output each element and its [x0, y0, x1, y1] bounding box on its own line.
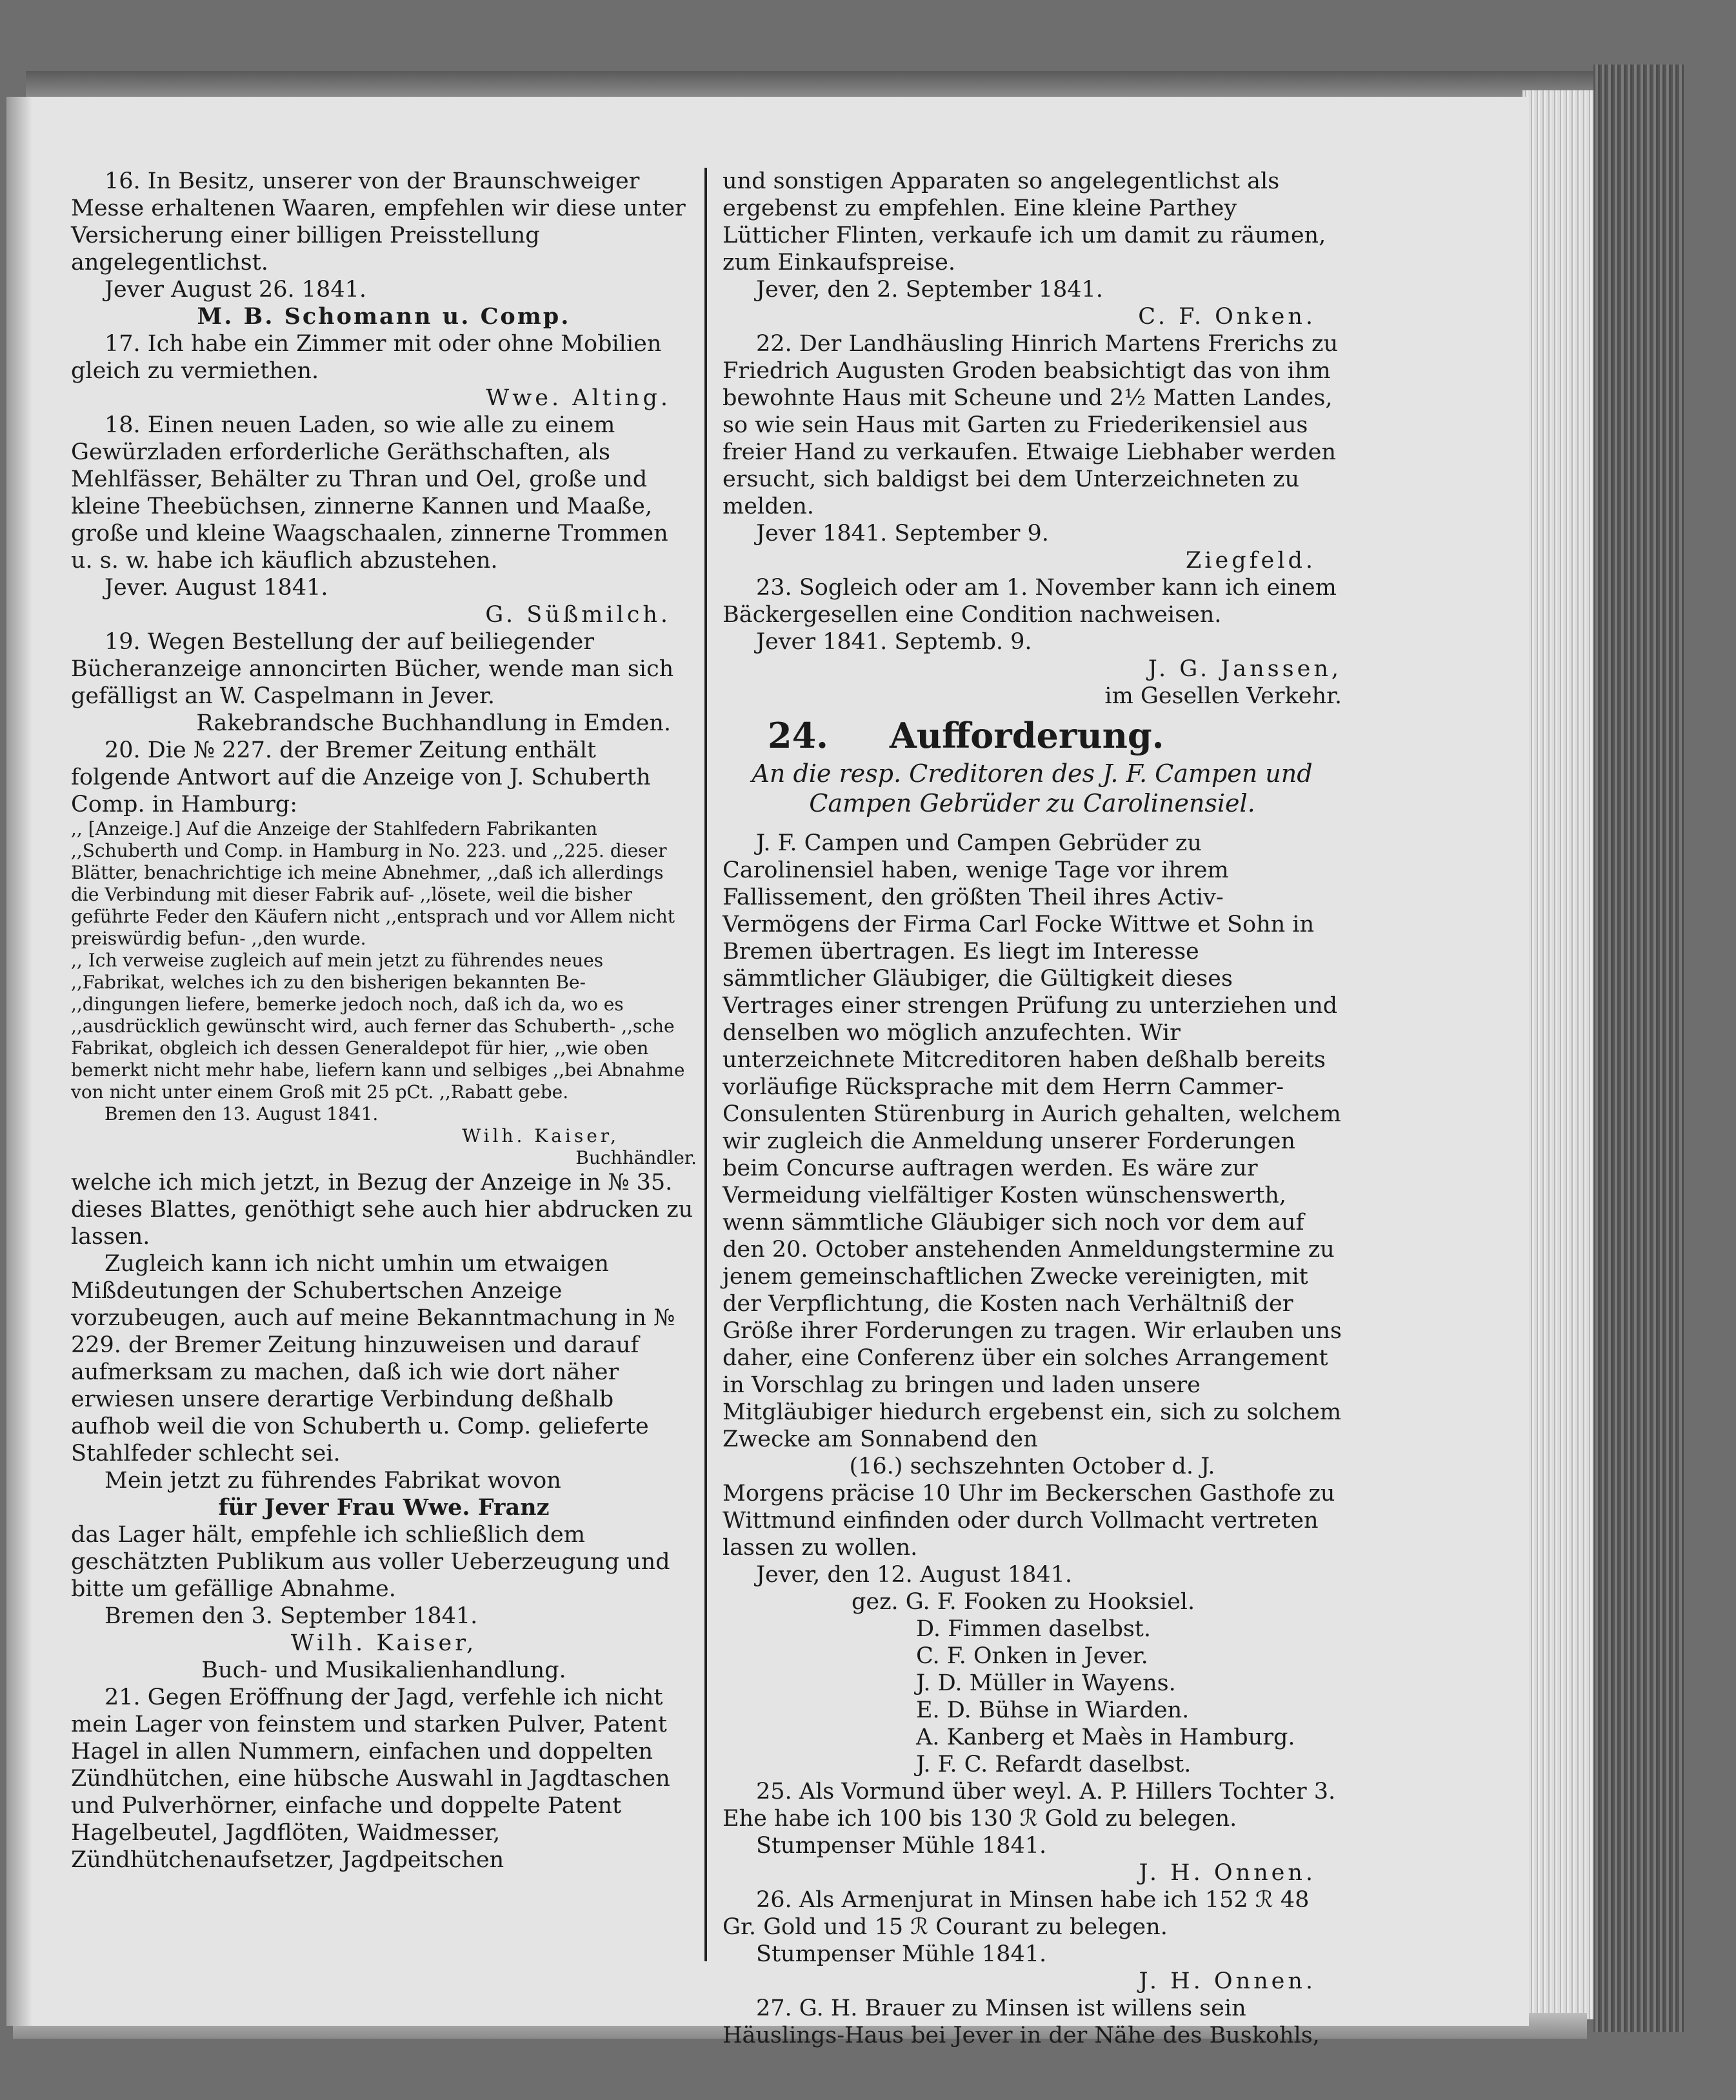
notice-21-continuation: und sonstigen Apparaten so angelegentlichst als ergebenst zu empfehlen. Eine kleine Parthey Lütticher Flinten, verkaufe ich um damit zu räumen, zum Einkaufspreise.	[723, 168, 1326, 275]
notice-20-agent: für Jever Frau Wwe. Franz	[218, 1494, 550, 1521]
notice-16: 16. In Besitz, unserer von der Braunschweiger Messe erhaltenen Waaren, empfehlen wir diese unter Versicherung einer billigen Preisstellung angelegentlichst.	[71, 168, 686, 275]
notice-27: 27. G. H. Brauer zu Minsen ist willens sein Häuslings-Haus bei Jever in der Nähe des Buskohls,	[723, 1995, 1320, 2048]
notice-20-continuation: welche ich mich jetzt, in Bezug der Anzeige in № 35. dieses Blattes, genöthigt sehe auch hier abdrucken zu lassen.	[71, 1170, 693, 1250]
notice-24-title: Aufforderung.	[889, 715, 1164, 756]
notice-24-body: J. F. Campen und Campen Gebrüder zu Carolinensiel haben, wenige Tage vor ihrem Fallissement, den größten Theil ihres Activ-Vermögens der Firma Carl Focke Wittwe et Sohn in Bremen übertragen. Es liegt im Interesse sämmtlicher Gläubiger, die Gültigkeit dieses Vertrages einer strengen Prüfung zu unterziehen und denselben wo möglich anzufechten. Wir unterzeichnete Mitcreditoren haben deßhalb bereits vorläufige Rücksprache mit dem Herrn Cammer-Consulenten Stürenburg in Aurich gehalten, welchem wir zugleich die Anmeldung unserer Forderungen beim Concurse auftragen werden. Es wäre zur Vermeidung vielfältiger Kosten wünschenswerth, wenn sämmtliche Gläubiger sich noch vor dem auf den 20. October anstehenden Anmeldungstermine zu jenem gemeinschaftlichen Zwecke vereinigten, mit der Verpflichtung, die Kosten nach Verhältniß der Größe ihrer Forderungen zu tragen. Wir erlauben uns daher, eine Conferenz über ein solches Arrangement in Vorschlag zu bringen und laden unsere Mitgläubiger hiedurch ergebenst ein, sich zu solchem Zwecke am Sonnabend den	[723, 830, 1342, 1452]
notice-20-quote-part1: ,, [Anzeige.] Auf die Anzeige der Stahlfedern Fabrikanten ,,Schuberth und Comp. in Hamburg in No. 223. und ,,225. dieser Blätter, benachrichtige ich meine Abnehmer, ,,daß ich allerdings die Verbindung mit dieser Fabrik auf- ,,lösete, weil die bisher geführte Feder den Käufern nicht ,,entsprach und vor Allem nicht preiswürdig befun- ,,den wurde.	[71, 818, 675, 949]
notice-20-quote-part2: ,, Ich verweise zugleich auf mein jetzt zu führendes neues ,,Fabrikat, welches ich zu den bisherigen bekannten Be- ,,dingungen liefere, bemerke jedoch noch, daß ich da, wo es ,,ausdrücklich gewünscht wird, auch ferner das Schuberth- ,,sche Fabrikat, obgleich ich dessen Generaldepot für hier, ,,wie oben bemerkt nicht mehr habe, liefern kann und selbiges ,,bei Abnahme von nicht unter einem Groß mit 25 pCt. ,,Rabatt gebe.	[71, 950, 685, 1103]
signer: J. F. C. Refardt daselbst.	[916, 1752, 1192, 1777]
notice-16-signature: M. B. Schomann u. Comp.	[197, 303, 571, 330]
signer: A. Kanberg et Maès in Hamburg.	[916, 1725, 1295, 1750]
notice-26-date: Stumpenser Mühle 1841.	[756, 1941, 1047, 1967]
notice-25: 25. Als Vormund über weyl. A. P. Hillers Tochter 3. Ehe habe ich 100 bis 130 ℛ Gold zu belegen.	[723, 1779, 1336, 1832]
notice-21-signature: C. F. Onken.	[1138, 304, 1316, 330]
notice-18-date: Jever. August 1841.	[105, 575, 328, 601]
notice-21: 21. Gegen Eröffnung der Jagd, verfehle ich nicht mein Lager von feinstem und starken Pulver, Patent Hagel in allen Nummern, einfachen und doppelten Zündhütchen, eine hübsche Auswahl in Jagdtaschen und Pulverhörner, einfache und doppelte Patent Hagelbeutel, Jagdflöten, Waidmesser, Zündhütchenaufsetzer, Jagdpeitschen	[71, 1685, 670, 1873]
signer: C. F. Onken in Jever.	[916, 1643, 1148, 1669]
notice-25-date: Stumpenser Mühle 1841.	[756, 1833, 1047, 1859]
page-stack-edges	[1522, 90, 1593, 2019]
notice-23: 23. Sogleich oder am 1. November kann ich einem Bäckergesellen eine Condition nachweisen.	[723, 575, 1337, 628]
notice-26-signature: J. H. Onnen.	[1139, 1968, 1316, 1994]
book-top-edge	[26, 71, 1593, 97]
notice-19: 19. Wegen Bestellung der auf beiliegender Bücheranzeige annoncirten Bücher, wende man sich gefälligst an W. Caspelmann in Jever.	[71, 629, 674, 709]
notice-20-closing: das Lager hält, empfehle ich schließlich dem geschätzten Publikum aus voller Ueberzeugung und bitte um gefällige Abnahme.	[71, 1522, 670, 1602]
notice-24-signers	[723, 1588, 1342, 1778]
notice-21-date: Jever, den 2. September 1841.	[756, 277, 1103, 303]
notice-18-signature: G. Süßmilch.	[485, 602, 671, 628]
newspaper-page	[6, 97, 1529, 2048]
notice-23-date: Jever 1841. Septemb. 9.	[756, 629, 1032, 655]
notice-19-signature: Rakebrandsche Buchhandlung in Emden.	[196, 710, 671, 736]
notice-24-heading	[723, 715, 1342, 756]
notice-23-signature: J. G. Janssen,	[1148, 656, 1342, 682]
notice-23-signature-title: im Gesellen Verkehr.	[1104, 683, 1342, 709]
notice-20: 20. Die № 227. der Bremer Zeitung enthält folgende Antwort auf die Anzeige von J. Schuberth Comp. in Hamburg:	[71, 737, 651, 817]
notice-17: 17. Ich habe ein Zimmer mit oder ohne Mobilien gleich zu vermiethen.	[71, 331, 662, 384]
notice-18: 18. Einen neuen Laden, so wie alle zu einem Gewürzladen erforderliche Geräthschaften, als Mehlfässer, Behälter zu Thran und Oel, große und kleine Theebüchsen, zinnerne Kannen und Maaße, große und kleine Waagschaalen, zinnerne Trommen u. s. w. habe ich käuflich abzustehen.	[71, 412, 668, 574]
book-cover-edge	[1593, 65, 1684, 2032]
notice-22-date: Jever 1841. September 9.	[756, 521, 1049, 546]
notice-26: 26. Als Armenjurat in Minsen habe ich 152 ℛ 48 Gr. Gold und 15 ℛ Courant zu belegen.	[723, 1887, 1310, 1940]
notice-24-subheading: An die resp. Creditoren des J. F. Campen und Campen Gebrüder zu Carolinensiel.	[752, 759, 1313, 817]
notice-17-signature: Wwe. Alting.	[486, 385, 671, 411]
notice-20-signature-title: Buch- und Musikalienhandlung.	[201, 1657, 566, 1683]
signer: J. D. Müller in Wayens.	[916, 1670, 1176, 1696]
signer: gez. G. F. Fooken zu Hooksiel.	[852, 1589, 1195, 1615]
left-column	[71, 168, 697, 1874]
notice-22-signature: Ziegfeld.	[1185, 548, 1316, 574]
notice-22: 22. Der Landhäusling Hinrich Martens Frerichs zu Friedrich Augusten Groden beabsichtigt das von ihm bewohnte Haus mit Scheune und 2½ Matten Landes, so wie sein Haus mit Garten zu Friederikensiel aus freier Hand zu verkaufen. Etwaige Liebhaber werden ersucht, sich baldigst bei dem Unterzeichneten zu melden.	[723, 331, 1339, 519]
notice-24-date-line: (16.) sechszehnten October d. J.	[849, 1454, 1215, 1479]
notice-20-quote-title: Buchhändler.	[575, 1147, 697, 1168]
page-gutter-shadow	[6, 97, 32, 2026]
notice-20-quote-date: Bremen den 13. August 1841.	[105, 1103, 379, 1125]
notice-24-number: 24.	[768, 715, 828, 756]
notice-20-product: Mein jetzt zu führendes Fabrikat wovon	[105, 1468, 561, 1494]
signer: D. Fimmen daselbst.	[916, 1616, 1151, 1642]
notice-20-paragraph: Zugleich kann ich nicht umhin um etwaigen Mißdeutungen der Schubertschen Anzeige vorzubeugen, auch auf meine Bekanntmachung in № 229. der Bremer Zeitung hinzuweisen und darauf aufmerksam zu machen, daß ich wie dort näher erwiesen unsere derartige Verbindung deßhalb aufhob weil die von Schuberth u. Comp. gelieferte Stahlfeder schlecht sei.	[71, 1251, 675, 1466]
notice-25-signature: J. H. Onnen.	[1139, 1860, 1316, 1886]
notice-20-signature: Wilh. Kaiser,	[290, 1630, 477, 1656]
notice-16-date: Jever August 26. 1841.	[105, 277, 366, 303]
notice-20-date: Bremen den 3. September 1841.	[105, 1603, 478, 1629]
column-divider	[704, 168, 707, 1961]
notice-20-quote-signature: Wilh. Kaiser,	[462, 1125, 619, 1146]
right-column	[723, 168, 1342, 2049]
notice-24-body-end: Morgens präcise 10 Uhr im Beckerschen Gasthofe zu Wittmund einfinden oder durch Vollmacht vertreten lassen zu wollen.	[723, 1481, 1335, 1561]
signer: E. D. Bühse in Wiarden.	[916, 1697, 1190, 1723]
notice-24-date: Jever, den 12. August 1841.	[756, 1562, 1073, 1588]
